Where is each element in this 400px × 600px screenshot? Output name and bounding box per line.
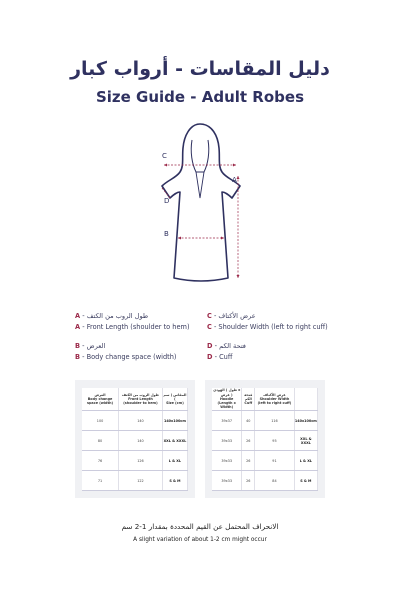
size-table-right — [212, 388, 318, 491]
table-cell: 80 — [82, 431, 119, 451]
table-cell: 140 — [119, 431, 163, 451]
legend-key: D — [207, 353, 213, 361]
table-cell: 39x33 — [212, 431, 242, 451]
table-cell: 39x33 — [212, 451, 242, 471]
table-cell: 116 — [255, 411, 295, 431]
table-header: عرض الأكتاف Shoulder Width (left to right cuff) — [255, 388, 295, 411]
table-cell: 91 — [255, 451, 295, 471]
table-cell: 26 — [242, 471, 255, 491]
table-cell: S & M — [162, 471, 187, 491]
table-row — [82, 451, 188, 471]
legend-key: B — [75, 342, 81, 350]
table-cell: 76 — [82, 451, 119, 471]
table-cell: 140 — [119, 411, 163, 431]
table-cell: 84 — [255, 471, 295, 491]
table-header: فتحة الكم Cuff — [242, 388, 255, 411]
table-cell: 39x37 — [212, 411, 242, 431]
table-cell: 40 — [242, 411, 255, 431]
table-cell: S & M — [294, 471, 317, 491]
table-cell: 126 — [119, 451, 163, 471]
size-table-right-panel — [205, 380, 325, 498]
table-header: المقاس ( سم ) Size (cm) — [162, 388, 187, 411]
table-header: طول الروب من الكتف Front Length (shoulder to hem) — [119, 388, 163, 411]
table-row — [82, 431, 188, 451]
table-row — [212, 411, 318, 431]
table-cell: XXL & XXXL — [162, 431, 187, 451]
table-cell: L & XL — [162, 451, 187, 471]
table-cell: 95 — [255, 431, 295, 451]
table-cell: 140x100cm — [294, 411, 317, 431]
table-row — [212, 431, 318, 451]
table-header-row — [82, 388, 188, 411]
legend-key: A — [75, 312, 81, 320]
table-cell: 100 — [82, 411, 119, 431]
legend-key: A — [75, 323, 81, 331]
table-row — [212, 451, 318, 471]
title-arabic: دليل المقاسات - أرواب كبار — [70, 58, 330, 80]
table-cell: 71 — [82, 471, 119, 491]
legend-key: C — [207, 323, 212, 331]
legend-ar: عرض الأكتاف — [218, 312, 256, 320]
table-row — [212, 471, 318, 491]
legend-b: B - العرض B - Body change space (width) — [75, 342, 177, 361]
legend-ar: فتحة الكم — [219, 342, 246, 350]
robe-illustration — [140, 118, 260, 298]
table-cell: L & XL — [294, 451, 317, 471]
legend-a: A - طول الروب من الكتف A - Front Length (shoulder to hem) — [75, 312, 190, 331]
legend-ar: العرض — [86, 342, 106, 350]
size-table-left — [82, 388, 188, 491]
table-cell: 26 — [242, 431, 255, 451]
legend-ar: طول الروب من الكتف — [86, 312, 149, 320]
table-cell: 140x100cm — [162, 411, 187, 431]
table-cell: 26 — [242, 451, 255, 471]
legend-d: D - فتحة الكم D - Cuff — [207, 342, 246, 361]
variation-note-english: A slight variation of about 1-2 cm might occur — [133, 537, 267, 543]
label-d: D — [164, 197, 170, 205]
table-header-row — [212, 388, 318, 411]
table-row — [82, 411, 188, 431]
label-c: C — [162, 152, 167, 160]
label-a: A — [232, 176, 237, 184]
robe-diagram — [140, 118, 260, 298]
table-row — [82, 471, 188, 491]
title-english: Size Guide - Adult Robes — [95, 88, 305, 106]
legend-key: D — [207, 342, 213, 350]
table-header — [294, 388, 317, 411]
label-b: B — [164, 230, 169, 238]
legend-key: B — [75, 353, 81, 361]
legend-en: Cuff — [219, 353, 233, 361]
legend-en: Front Length (shoulder to hem) — [86, 323, 190, 331]
legend-key: C — [207, 312, 212, 320]
legend-en: Shoulder Width (left to right cuff) — [218, 323, 328, 331]
size-table-left-panel — [75, 380, 195, 498]
legend-c: C - عرض الأكتاف C - Shoulder Width (left to right cuff) — [207, 312, 328, 331]
table-header: الهودي ( طول x عرض ) Hoodie (Length x Width) — [213, 388, 241, 410]
table-header: العرض Body change space (width) — [82, 388, 119, 411]
table-cell: 122 — [119, 471, 163, 491]
table-cell: XXL & XXXL — [294, 431, 317, 451]
legend-en: Body change space (width) — [86, 353, 177, 361]
variation-note-arabic: الانحراف المحتمل عن القيم المحددة بمقدار 1-2 سم — [121, 522, 279, 531]
table-cell: 39x33 — [212, 471, 242, 491]
